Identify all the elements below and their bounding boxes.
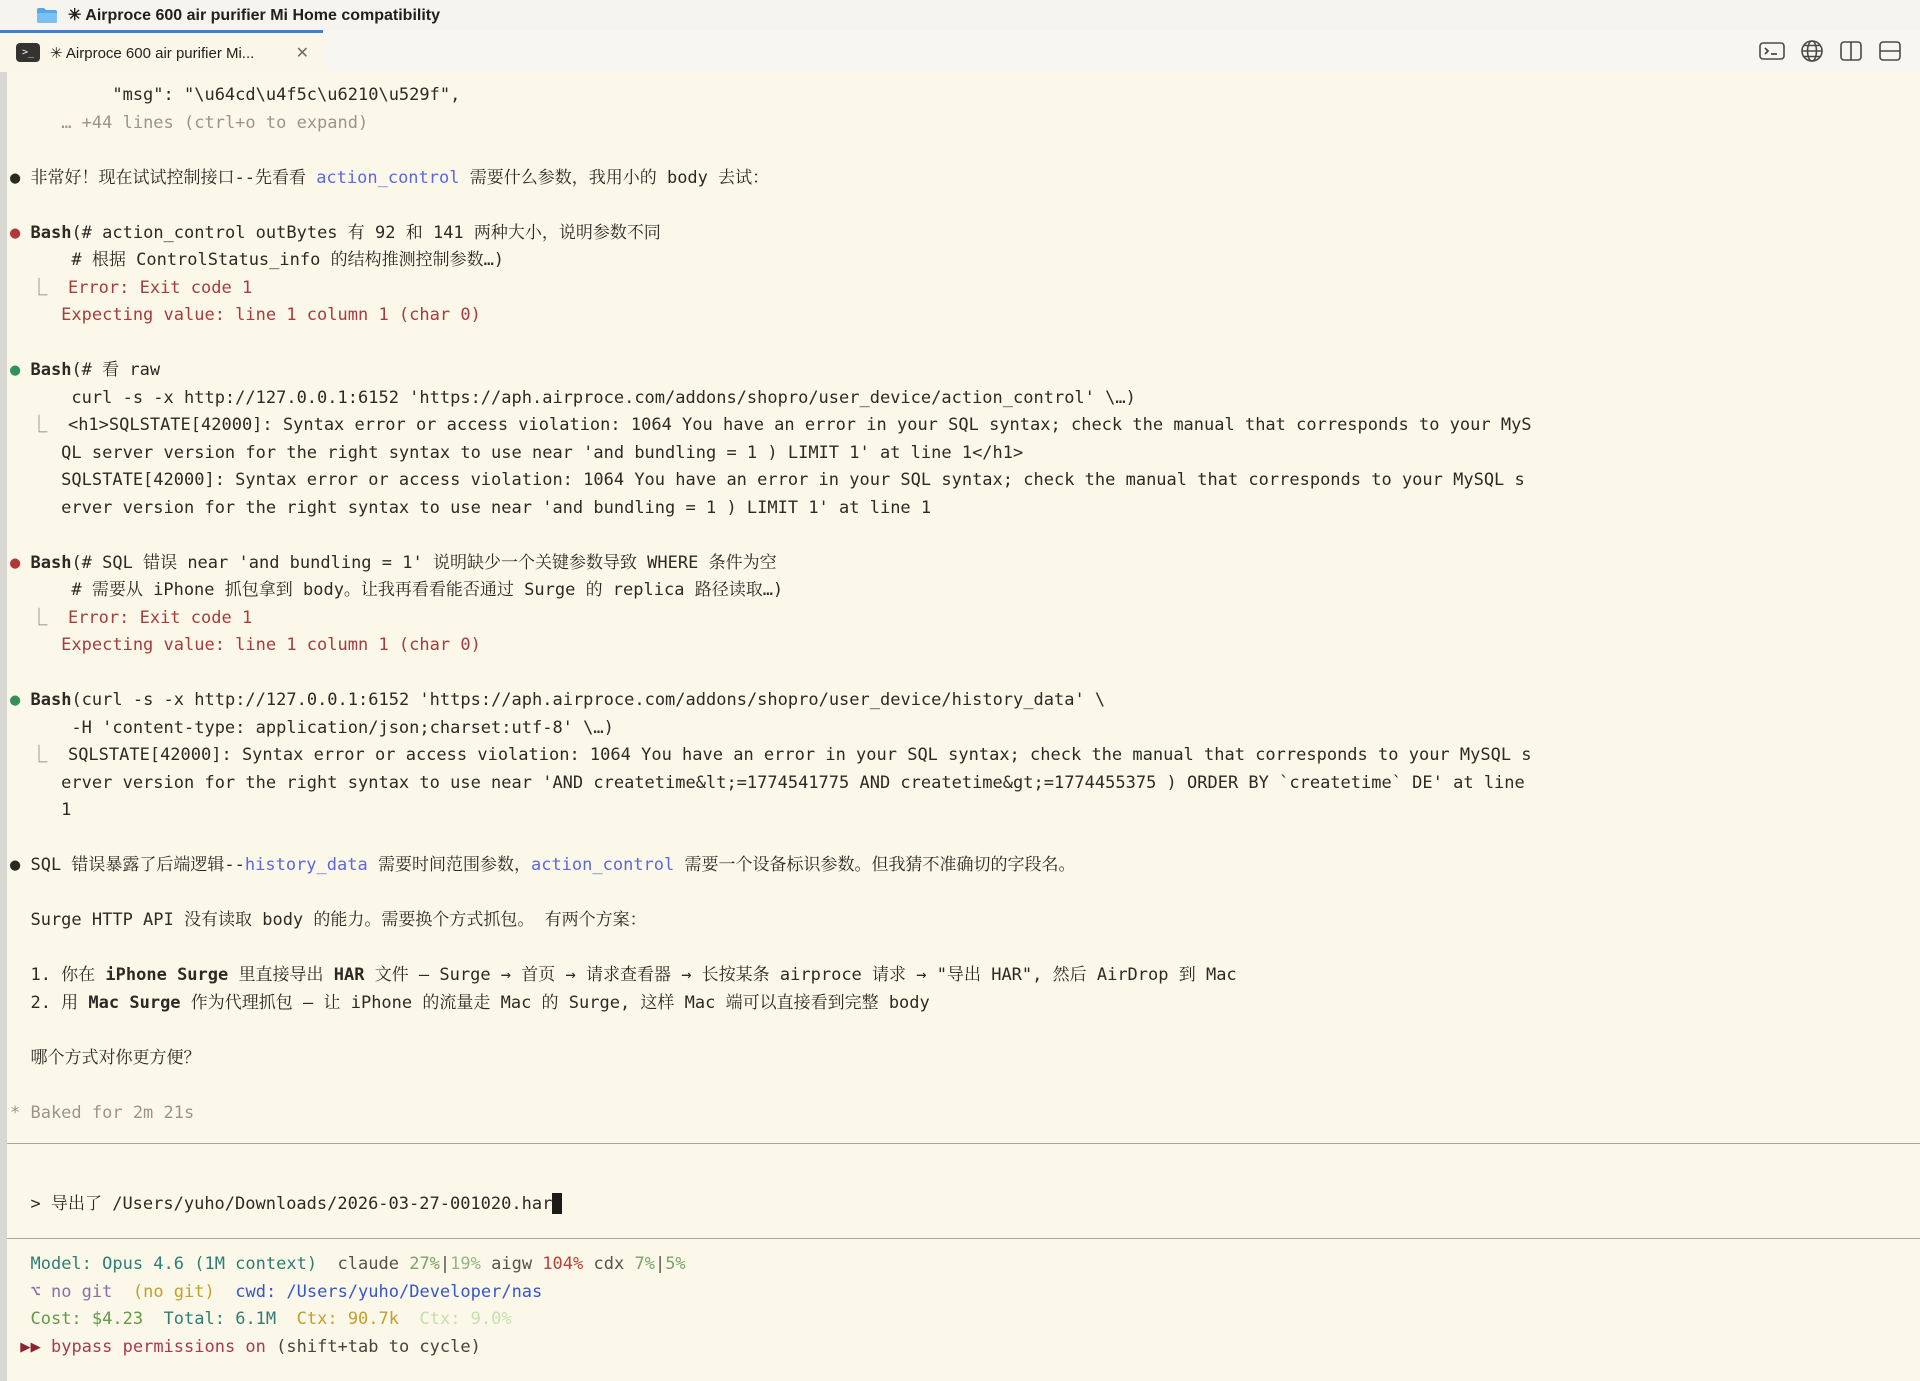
terminal-line [10,660,1910,688]
tab-airproce-session[interactable] [0,30,323,72]
terminal-line [10,330,1910,358]
terminal-line [10,1072,1910,1100]
terminal-line: ● Bash(# action_control outBytes 有 92 和 141 两种大小，说明参数不同 [10,222,661,243]
terminal-line [10,880,1910,908]
terminal-icon: >_ [16,43,40,62]
prompt-symbol: > [30,1194,41,1214]
terminal-line: ▶▶ bypass permissions on (shift+tab to cycle) [20,1336,481,1357]
terminal-line: 1 [10,800,72,820]
terminal-line: ⎿ Error: Exit code 1 [10,277,253,298]
terminal-line: QL server version for the right syntax to use near 'and bundling = 1 ) LIMIT 1' at line 1</h1> [10,442,1024,463]
terminal-line: Cost: $4.23 Total: 6.1M Ctx: 90.7k Ctx: 9.0% [30,1309,512,1329]
split-vertical-icon[interactable] [1839,40,1863,62]
terminal-line: erver version for the right syntax to use near 'and bundling = 1 ) LIMIT 1' at line 1 [10,497,932,518]
globe-icon[interactable] [1800,39,1824,63]
terminal-line: ⎿ <h1>SQLSTATE[42000]: Syntax error or access violation: 1064 You have an error in your SQL syntax; check the manual that corresponds to your MyS [10,415,1532,435]
split-horizontal-icon[interactable] [1878,40,1902,62]
pane-left-edge [0,72,7,1381]
tab-close-icon[interactable]: ✕ [295,44,309,62]
terminal-line: SQLSTATE[42000]: Syntax error or access violation: 1064 You have an error in your SQL syntax; check the manual that corresponds to your MySQL s [10,470,1525,490]
status-bar [0,1239,1920,1361]
prompt-input-value: 导出了 /Users/yuho/Downloads/2026-03-27-001020.har [40,1194,553,1214]
terminal-line: ● SQL 错误暴露了后端逻辑--history_data 需要时间范围参数，action_control 需要一个设备标识参数。但我猜不准确切的字段名。 [10,855,1076,875]
terminal-output [0,72,1920,1127]
tab-label: ✳ Airproce 600 air purifier Mi... [50,44,255,62]
terminal-line: Expecting value: line 1 column 1 (char 0) [10,305,481,325]
tab-bar [0,30,1920,72]
terminal-line: Model: Opus 4.6 (1M context) claude 27%|19% aigw 104% cdx 7%|5% [30,1254,686,1274]
terminal-line: # 需要从 iPhone 抓包拿到 body。让我再看看能否通过 Surge 的 replica 路径读取…) [10,580,784,600]
terminal-line [10,1017,1910,1045]
terminal-line [10,935,1910,963]
terminal-line: 哪个方式对你更方便？ [10,1047,201,1068]
terminal-line: 2. 用 Mac Surge 作为代理抓包 – 让 iPhone 的流量走 Mac 的 Surge, 这样 Mac 端可以直接看到完整 body [10,992,930,1013]
terminal-line [10,192,1910,220]
terminal-line: … +44 lines (ctrl+o to expand) [61,112,369,133]
terminal-line: erver version for the right syntax to use near 'AND createtime&lt;=1774541775 AND createtime&gt;=1774455375 ) ORDER BY `createtime` DE' at line [10,772,1525,793]
terminal-line: ● 非常好！现在试试控制接口--先看看 action_control 需要什么参数，我用小的 body 去试： [10,167,770,188]
terminal-line: ● Bash(# 看 raw [10,360,161,380]
terminal-line: ● Bash(# SQL 错误 near 'and bundling = 1' 说明缺少一个关键参数导致 WHERE 条件为空 [10,552,777,573]
prompt-input[interactable] [0,1143,1920,1239]
tabbar-actions [1759,30,1920,72]
terminal-line: Expecting value: line 1 column 1 (char 0) [10,635,481,655]
terminal-line: -H 'content-type: application/json;charset:utf-8' \…) [10,717,614,738]
terminal-line: ● Bash(curl -s -x http://127.0.0.1:6152 'https://aph.airproce.com/addons/shopro/user_device/history_data' \ [10,690,1106,710]
terminal-line: ⎿ SQLSTATE[42000]: Syntax error or access violation: 1064 You have an error in your SQL syntax; check the manual that corresponds to your MySQL s [10,745,1532,765]
terminal-line [10,825,1910,853]
terminal-line: "msg": "\u64cd\u4f5c\u6210\u529f", [10,85,461,105]
terminal-line [10,522,1910,550]
folder-icon [36,6,58,24]
terminal-line [10,137,1910,165]
terminal-line: curl -s -x http://127.0.0.1:6152 'https://aph.airproce.com/addons/shopro/user_device/action_control' \…) [10,387,1136,408]
terminal-line: Surge HTTP API 没有读取 body 的能力。需要换个方式抓包。 有两个方案： [10,910,647,930]
window-title: ✳ Airproce 600 air purifier Mi Home compatibility [68,7,441,24]
terminal-line: ⌥ no git (no git) cwd: /Users/yuho/Developer/nas [30,1281,543,1302]
terminal-line: # 根据 ControlStatus_info 的结构推测控制参数…) [10,250,505,270]
window-titlebar [0,0,1920,30]
text-cursor [552,1193,562,1214]
terminal-line: 1. 你在 iPhone Surge 里直接导出 HAR 文件 – Surge → 首页 → 请求查看器 → 长按某条 airproce 请求 → "导出 HAR", 然后 AirDrop 到 Mac [10,965,1237,985]
terminal-line: ⎿ Error: Exit code 1 [10,607,253,628]
terminal-line: * Baked for 2m 21s [10,1102,195,1123]
new-terminal-icon[interactable] [1759,40,1785,62]
